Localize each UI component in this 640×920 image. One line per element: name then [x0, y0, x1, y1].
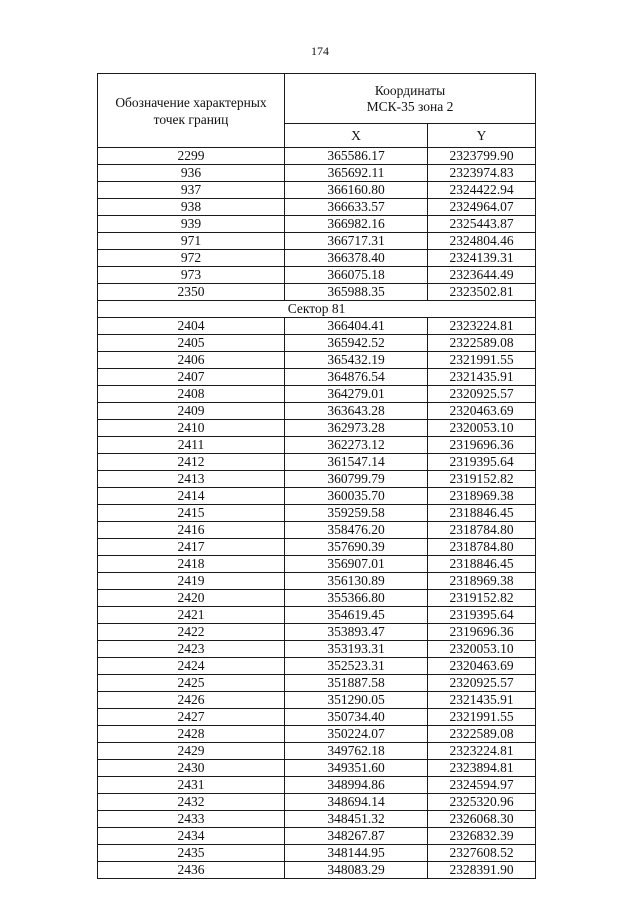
- y-value-cell: 2323894.81: [428, 760, 536, 777]
- y-value-cell: 2320463.69: [428, 658, 536, 675]
- table-row: [98, 403, 536, 420]
- x-value-cell: 365692.11: [285, 165, 428, 182]
- x-value-cell: 363643.28: [285, 403, 428, 420]
- table-row: [98, 624, 536, 641]
- y-value-cell: 2321435.91: [428, 369, 536, 386]
- x-value-cell: 350224.07: [285, 726, 428, 743]
- x-value-cell: 356907.01: [285, 556, 428, 573]
- x-value-cell: 352523.31: [285, 658, 428, 675]
- point-id-cell: 2417: [98, 539, 285, 556]
- y-value-cell: 2324964.07: [428, 199, 536, 216]
- y-value-cell: 2320925.57: [428, 386, 536, 403]
- point-id-cell: 2429: [98, 743, 285, 760]
- table-row: [98, 284, 536, 301]
- table-row: [98, 233, 536, 250]
- point-id-cell: 2432: [98, 794, 285, 811]
- point-id-cell: 2420: [98, 590, 285, 607]
- table-row: [98, 182, 536, 199]
- y-value-cell: 2319395.64: [428, 454, 536, 471]
- table-row: [98, 743, 536, 760]
- x-value-cell: 362273.12: [285, 437, 428, 454]
- point-id-cell: 2419: [98, 573, 285, 590]
- x-value-cell: 354619.45: [285, 607, 428, 624]
- x-value-cell: 365586.17: [285, 148, 428, 165]
- point-id-cell: 2423: [98, 641, 285, 658]
- x-value-cell: 350734.40: [285, 709, 428, 726]
- x-value-cell: 353193.31: [285, 641, 428, 658]
- point-id-cell: 2421: [98, 607, 285, 624]
- point-id-cell: 2406: [98, 352, 285, 369]
- y-value-cell: 2318784.80: [428, 522, 536, 539]
- x-value-cell: 364876.54: [285, 369, 428, 386]
- coordinates-header: [285, 74, 536, 124]
- y-value-cell: 2323974.83: [428, 165, 536, 182]
- y-value-cell: 2318846.45: [428, 556, 536, 573]
- point-id-cell: 2436: [98, 862, 285, 879]
- point-id-cell: 2428: [98, 726, 285, 743]
- y-value-cell: 2328391.90: [428, 862, 536, 879]
- table-row: [98, 199, 536, 216]
- y-value-cell: 2321991.55: [428, 352, 536, 369]
- y-value-cell: 2320053.10: [428, 641, 536, 658]
- y-value-cell: 2320925.57: [428, 675, 536, 692]
- point-id-cell: 2426: [98, 692, 285, 709]
- x-value-cell: 366378.40: [285, 250, 428, 267]
- x-value-cell: 353893.47: [285, 624, 428, 641]
- y-value-cell: 2318784.80: [428, 539, 536, 556]
- y-value-cell: 2321435.91: [428, 692, 536, 709]
- x-value-cell: 348083.29: [285, 862, 428, 879]
- x-column-header: X: [285, 124, 428, 148]
- y-value-cell: 2322589.08: [428, 726, 536, 743]
- point-id-cell: 971: [98, 233, 285, 250]
- point-id-cell: 2411: [98, 437, 285, 454]
- y-value-cell: 2325443.87: [428, 216, 536, 233]
- table-row: [98, 352, 536, 369]
- x-value-cell: 348267.87: [285, 828, 428, 845]
- y-value-cell: 2323224.81: [428, 318, 536, 335]
- table-row: [98, 828, 536, 845]
- point-id-cell: 2409: [98, 403, 285, 420]
- y-value-cell: 2326068.30: [428, 811, 536, 828]
- point-id-cell: 2416: [98, 522, 285, 539]
- x-value-cell: 366633.57: [285, 199, 428, 216]
- x-value-cell: 360035.70: [285, 488, 428, 505]
- table-row: [98, 811, 536, 828]
- y-value-cell: 2319152.82: [428, 471, 536, 488]
- coordinates-header-line1: Координаты: [374, 82, 446, 98]
- table-header: [98, 74, 536, 148]
- x-value-cell: 355366.80: [285, 590, 428, 607]
- point-id-cell: 2405: [98, 335, 285, 352]
- x-value-cell: 361547.14: [285, 454, 428, 471]
- table-row: [98, 250, 536, 267]
- x-value-cell: 348694.14: [285, 794, 428, 811]
- x-value-cell: 365432.19: [285, 352, 428, 369]
- y-value-cell: 2324594.97: [428, 777, 536, 794]
- point-id-cell: 2435: [98, 845, 285, 862]
- y-value-cell: 2319395.64: [428, 607, 536, 624]
- x-value-cell: 365942.52: [285, 335, 428, 352]
- y-value-cell: 2323502.81: [428, 284, 536, 301]
- point-id-cell: 973: [98, 267, 285, 284]
- y-value-cell: 2324422.94: [428, 182, 536, 199]
- coordinates-header-line2: МСК-35 зона 2: [366, 98, 454, 114]
- table-row: [98, 573, 536, 590]
- table-row: [98, 216, 536, 233]
- point-id-cell: 2415: [98, 505, 285, 522]
- point-label-header-line2: точек границ: [153, 111, 229, 127]
- table-row: [98, 794, 536, 811]
- table-row: [98, 607, 536, 624]
- y-value-cell: 2320053.10: [428, 420, 536, 437]
- table-row: [98, 471, 536, 488]
- x-value-cell: 365988.35: [285, 284, 428, 301]
- table-row: [98, 437, 536, 454]
- table-row: [98, 709, 536, 726]
- table-row: [98, 641, 536, 658]
- point-id-cell: 939: [98, 216, 285, 233]
- y-value-cell: 2326832.39: [428, 828, 536, 845]
- x-value-cell: 366982.16: [285, 216, 428, 233]
- x-value-cell: 356130.89: [285, 573, 428, 590]
- x-value-cell: 357690.39: [285, 539, 428, 556]
- x-value-cell: 366404.41: [285, 318, 428, 335]
- point-id-cell: 2422: [98, 624, 285, 641]
- y-value-cell: 2321991.55: [428, 709, 536, 726]
- table-row: [98, 692, 536, 709]
- point-id-cell: 2412: [98, 454, 285, 471]
- x-value-cell: 348451.32: [285, 811, 428, 828]
- table-row: [98, 539, 536, 556]
- x-value-cell: 359259.58: [285, 505, 428, 522]
- table-body: [98, 148, 536, 879]
- x-value-cell: 358476.20: [285, 522, 428, 539]
- table-row: [98, 335, 536, 352]
- x-value-cell: 351887.58: [285, 675, 428, 692]
- section-row: [98, 301, 536, 318]
- point-id-cell: 2299: [98, 148, 285, 165]
- table-row: [98, 369, 536, 386]
- x-value-cell: 366075.18: [285, 267, 428, 284]
- point-id-cell: 2418: [98, 556, 285, 573]
- table-row: [98, 318, 536, 335]
- table-row: [98, 165, 536, 182]
- point-id-cell: 2433: [98, 811, 285, 828]
- table-row: [98, 505, 536, 522]
- y-value-cell: 2324804.46: [428, 233, 536, 250]
- table-row: [98, 488, 536, 505]
- y-column-header: Y: [428, 124, 536, 148]
- point-id-cell: 2350: [98, 284, 285, 301]
- point-id-cell: 2414: [98, 488, 285, 505]
- coordinates-table: [97, 73, 536, 879]
- y-value-cell: 2318969.38: [428, 573, 536, 590]
- point-id-cell: 2427: [98, 709, 285, 726]
- point-id-cell: 972: [98, 250, 285, 267]
- y-value-cell: 2323224.81: [428, 743, 536, 760]
- point-id-cell: 2413: [98, 471, 285, 488]
- point-label-header-line1: Обозначение характерных: [115, 94, 267, 110]
- table-row: [98, 675, 536, 692]
- table-row: [98, 420, 536, 437]
- table-row: [98, 862, 536, 879]
- y-value-cell: 2319696.36: [428, 437, 536, 454]
- x-value-cell: 362973.28: [285, 420, 428, 437]
- x-value-cell: 349351.60: [285, 760, 428, 777]
- table-row: [98, 454, 536, 471]
- point-id-cell: 2425: [98, 675, 285, 692]
- y-value-cell: 2327608.52: [428, 845, 536, 862]
- point-id-cell: 2410: [98, 420, 285, 437]
- point-id-cell: 2407: [98, 369, 285, 386]
- table-row: [98, 590, 536, 607]
- page-number: 174: [311, 44, 329, 58]
- point-id-cell: 2430: [98, 760, 285, 777]
- y-value-cell: 2318969.38: [428, 488, 536, 505]
- x-value-cell: 364279.01: [285, 386, 428, 403]
- x-value-cell: 360799.79: [285, 471, 428, 488]
- point-id-cell: 2408: [98, 386, 285, 403]
- y-value-cell: 2324139.31: [428, 250, 536, 267]
- point-id-cell: 2431: [98, 777, 285, 794]
- table-row: [98, 777, 536, 794]
- table-row: [98, 386, 536, 403]
- y-value-cell: 2320463.69: [428, 403, 536, 420]
- point-id-cell: 937: [98, 182, 285, 199]
- table-row: [98, 760, 536, 777]
- table-row: [98, 267, 536, 284]
- y-value-cell: 2319696.36: [428, 624, 536, 641]
- y-value-cell: 2322589.08: [428, 335, 536, 352]
- y-value-cell: 2323644.49: [428, 267, 536, 284]
- y-value-cell: 2325320.96: [428, 794, 536, 811]
- y-value-cell: 2318846.45: [428, 505, 536, 522]
- point-id-cell: 936: [98, 165, 285, 182]
- table-row: [98, 726, 536, 743]
- x-value-cell: 366160.80: [285, 182, 428, 199]
- point-id-cell: 938: [98, 199, 285, 216]
- x-value-cell: 349762.18: [285, 743, 428, 760]
- table-row: [98, 845, 536, 862]
- point-id-cell: 2424: [98, 658, 285, 675]
- section-title: Сектор 81: [98, 301, 536, 318]
- table-row: [98, 148, 536, 165]
- x-value-cell: 366717.31: [285, 233, 428, 250]
- point-id-cell: 2404: [98, 318, 285, 335]
- table-row: [98, 522, 536, 539]
- point-label-header: [98, 74, 285, 148]
- table-row: [98, 658, 536, 675]
- y-value-cell: 2323799.90: [428, 148, 536, 165]
- x-value-cell: 348144.95: [285, 845, 428, 862]
- x-value-cell: 351290.05: [285, 692, 428, 709]
- table-row: [98, 556, 536, 573]
- y-value-cell: 2319152.82: [428, 590, 536, 607]
- point-id-cell: 2434: [98, 828, 285, 845]
- x-value-cell: 348994.86: [285, 777, 428, 794]
